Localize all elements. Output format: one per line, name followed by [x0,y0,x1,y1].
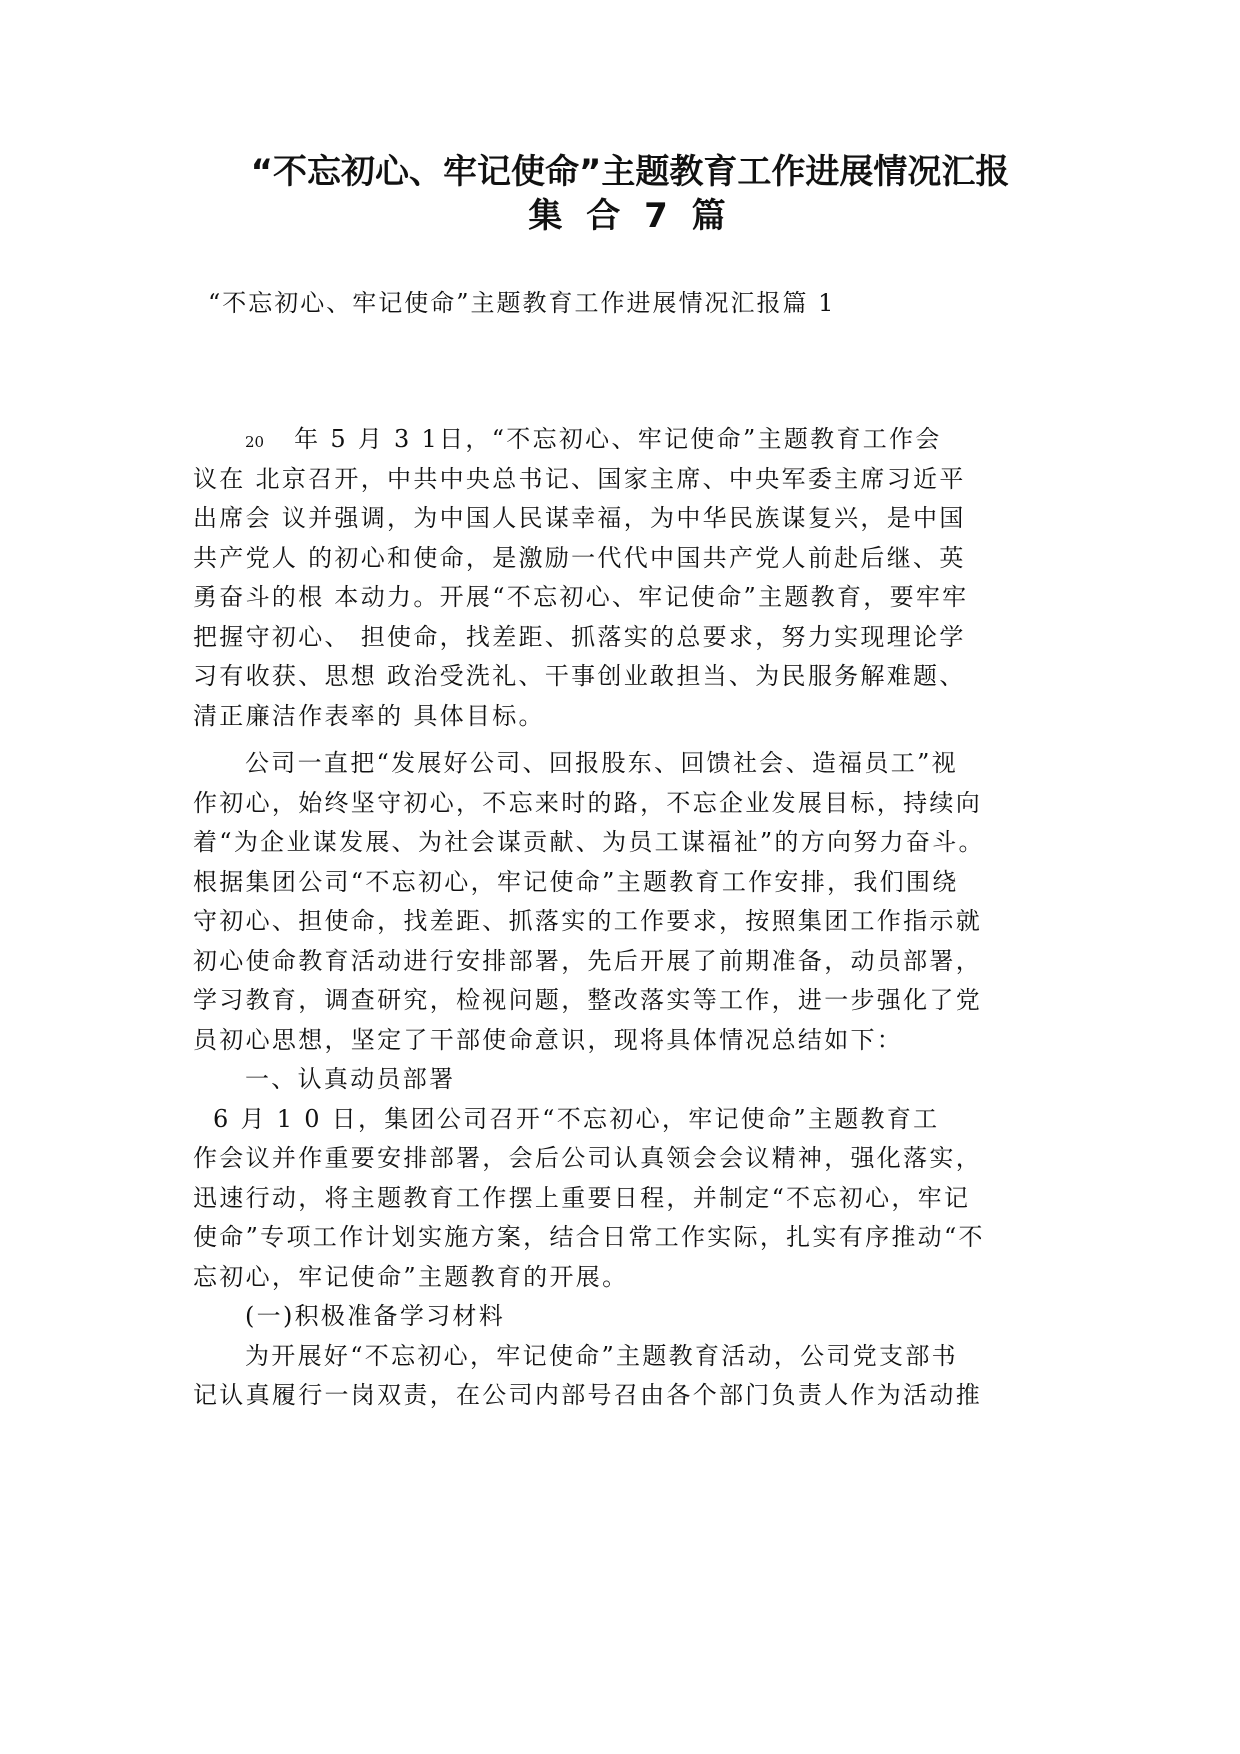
document-title-line-1: “不忘初心、牢记使命”主题教育工作进展情况汇报 [250,152,1010,192]
paragraph-line: 根据集团公司“不忘初心，牢记使命”主题教育工作安排，我们围绕 [193,867,959,896]
paragraph-line [193,420,1053,460]
paragraph-4 [193,1337,1053,1416]
paragraph-line: 作会议并作重要安排部署，会后公司认真领会会议精神，强化落实， [193,1144,982,1172]
paragraph-line: 作初心，始终坚守初心，不忘来时的路，不忘企业发展目标，持续向 [193,788,982,817]
paragraph-line: 勇奋斗的根 本动力。开展“不忘初心、牢记使命”主题教育，要牢牢 [193,583,969,611]
paragraph-line: 守初心、担使命，找差距、抓落实的工作要求，按照集团工作指示就 [193,907,982,935]
paragraph-line: 公司一直把“发展好公司、回报股东、回馈社会、造福员工”视 [245,749,958,777]
paragraph-line: 忘初心，牢记使命”主题教育的开展。 [193,1262,629,1291]
paragraph-line: 着“为企业谋发展、为社会谋贡献、为员工谋福祉”的方向努力奋斗。 [193,828,985,856]
line-text: 年 5 月 3 1日，“不忘初心、牢记使命”主题教育工作会 [294,425,942,453]
section-subtitle: “不忘初心、牢记使命”主题教育工作进展情况汇报篇 1 [208,289,836,317]
paragraph-line: 把握守初心、 担使命，找差距、抓落实的总要求，努力实现理论学 [193,622,966,651]
section-heading-2: (一)积极准备学习材料 [245,1302,506,1330]
paragraph-line: 为开展好“不忘初心，牢记使命”主题教育活动，公司党支部书 [245,1341,958,1370]
document-title-line-2: 集 合 7 篇 [528,196,732,236]
paragraph-line: 使命”专项工作计划实施方案，结合日常工作实际，扎实有序推动“不 [193,1223,985,1251]
year-prefix: 20 [245,433,265,451]
paragraph-line: 记认真履行一岗双责，在公司内部号召由各个部门负责人作为活动推 [193,1381,982,1409]
document-body [193,420,1053,1416]
paragraph-line: 共产党人 的初心和使命，是激励一代代中国共产党人前赴后继、英 [193,543,966,572]
paragraph-line: 迅速行动，将主题教育工作摆上重要日程，并制定“不忘初心，牢记 [193,1183,971,1212]
paragraph-line: 习有收获、思想 政治受洗礼、干事创业敢担当、为民服务解难题、 [193,662,966,690]
paragraph-line: 初心使命教育活动进行安排部署，先后开展了前期准备，动员部署， [193,946,982,975]
paragraph-line: 6 月 1 0 日，集团公司召开“不忘初心，牢记使命”主题教育工 [213,1104,940,1133]
paragraph-3 [193,1100,1053,1298]
paragraph-line: 清正廉洁作表率的 具体目标。 [193,701,545,730]
paragraph-2 [193,744,1053,1060]
paragraph-line: 学习教育，调查研究，检视问题，整改落实等工作，进一步强化了党 [193,986,982,1014]
paragraph-line: 出席会 议并强调，为中国人民谋幸福，为中华民族谋复兴，是中国 [193,504,966,532]
paragraph-line: 议在 北京召开，中共中央总书记、国家主席、中央军委主席习近平 [193,464,966,493]
section-heading-1: 一、认真动员部署 [245,1065,456,1093]
paragraph-1 [193,420,1053,736]
paragraph-line: 员初心思想，坚定了干部使命意识，现将具体情况总结如下： [193,1025,904,1054]
